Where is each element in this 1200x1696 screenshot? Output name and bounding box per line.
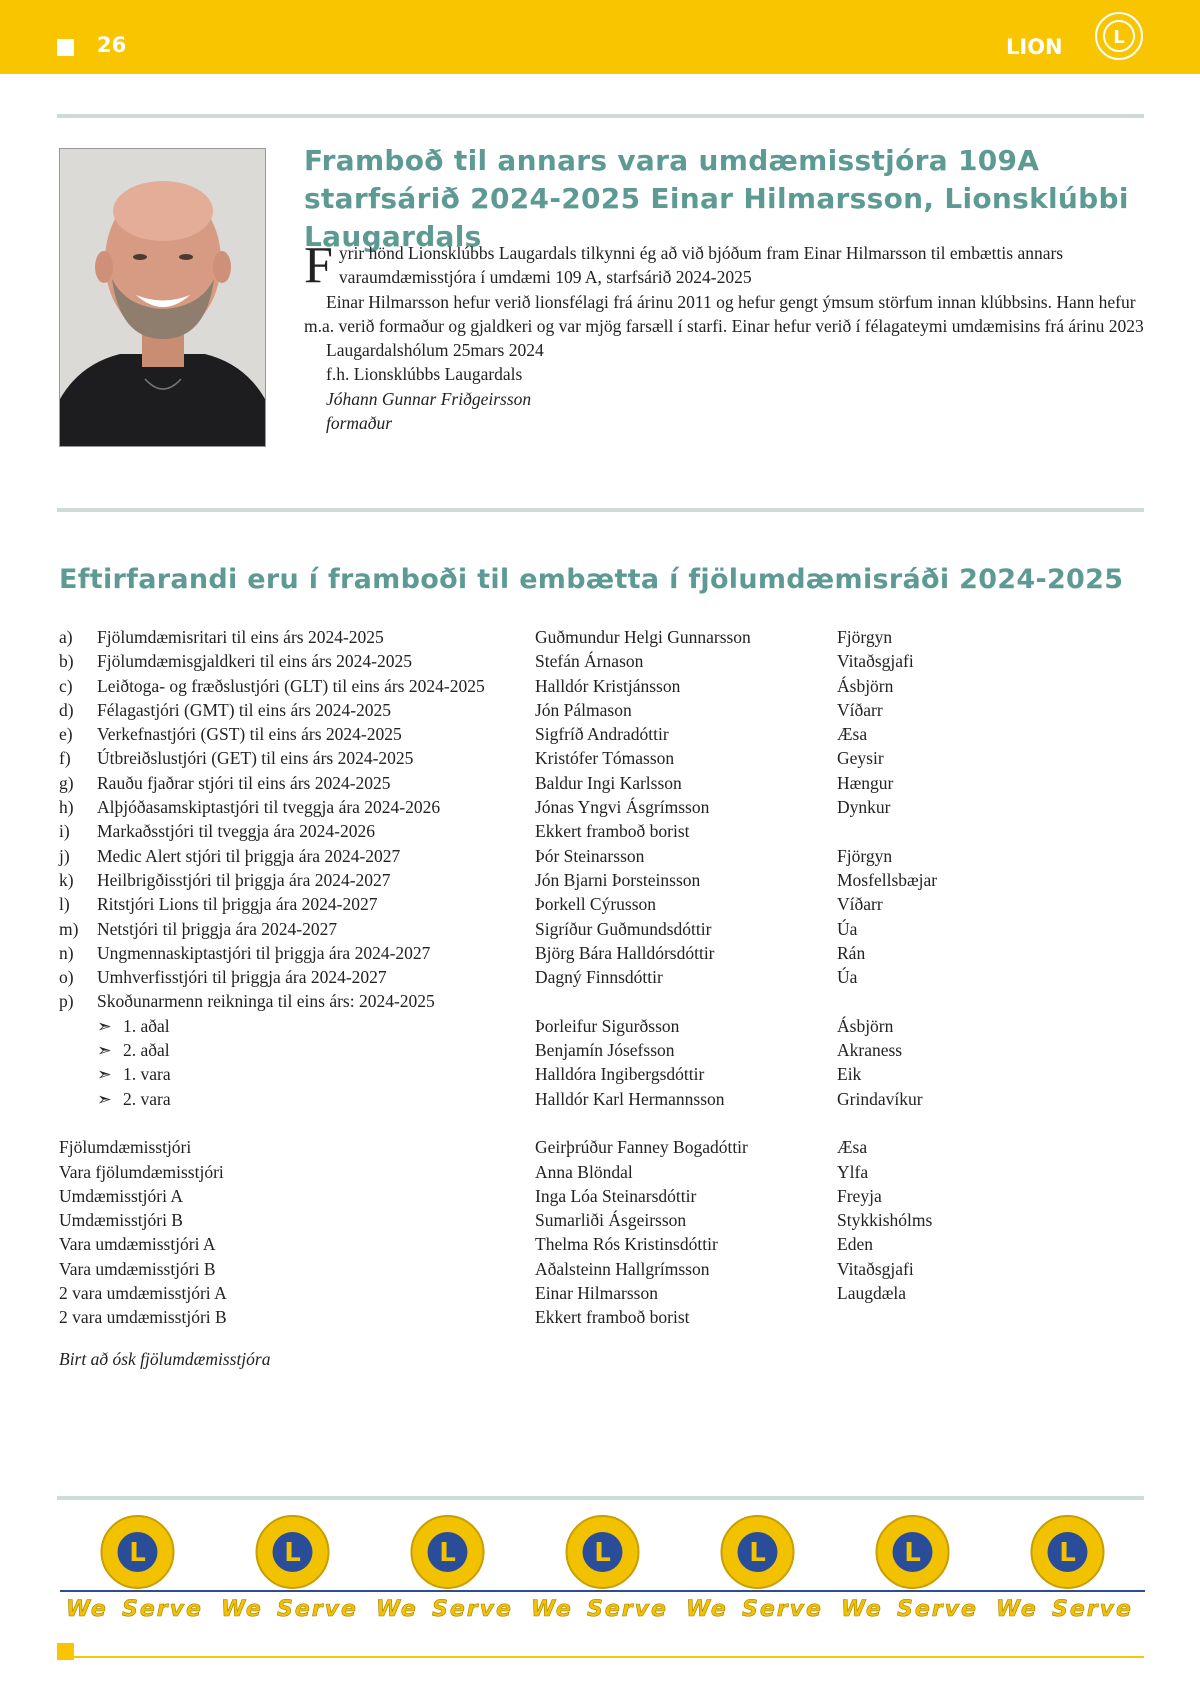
- footnote: Birt að ósk fjölumdæmisstjóra: [59, 1349, 271, 1369]
- svg-text:L: L: [904, 1538, 921, 1568]
- table-row: [59, 1135, 1149, 1159]
- table-row: [59, 1038, 1149, 1062]
- row-name: Jón Pálmason: [535, 699, 632, 720]
- row-name: Sumarliði Ásgeirsson: [535, 1210, 687, 1231]
- row-name: Thelma Rós Kristinsdóttir: [535, 1234, 718, 1255]
- table-row: [59, 1208, 1149, 1232]
- row-club: Vitaðsgjafi: [837, 1258, 914, 1279]
- auditor-bullet-icon: ➣: [97, 1088, 112, 1109]
- table-row: [59, 1184, 1149, 1208]
- table-row: [59, 1257, 1149, 1281]
- slogan-word: Serve: [587, 1597, 668, 1622]
- slogan-word: Serve: [277, 1597, 358, 1622]
- lions-emblem-icon: [567, 1516, 639, 1588]
- row-club: Ásbjörn: [837, 675, 894, 696]
- table-row: [59, 795, 1149, 819]
- row-name: Þór Steinarsson: [535, 845, 645, 866]
- row-name: Björg Bára Halldórsdóttir: [535, 942, 715, 963]
- row-club: Grindavíkur: [837, 1088, 923, 1109]
- row-position: Skoðunarmenn reikninga til eins árs: 2024-2025: [97, 991, 435, 1012]
- lions-emblem-icon: [102, 1516, 174, 1588]
- page-number: 26: [97, 33, 127, 57]
- svg-text:L: L: [1113, 27, 1125, 48]
- row-club: Stykkishólms: [837, 1210, 933, 1231]
- svg-text:L: L: [284, 1538, 301, 1568]
- row-letter: b): [59, 651, 74, 672]
- row-name: Stefán Árnason: [535, 651, 644, 672]
- svg-text:L: L: [1059, 1538, 1076, 1568]
- slogan-word: We: [376, 1597, 418, 1622]
- row-name: Þorkell Cýrusson: [535, 894, 657, 915]
- row-position: Heilbrigðisstjóri til þriggja ára 2024-2027: [97, 869, 391, 890]
- signer-role: formaður: [326, 413, 393, 434]
- table-row: [59, 1232, 1149, 1256]
- on-behalf: f.h. Lionsklúbbs Laugardals: [326, 364, 523, 385]
- drop-cap: F: [304, 237, 333, 294]
- auditor-bullet-icon: ➣: [97, 1040, 112, 1061]
- table-row: [59, 868, 1149, 892]
- svg-text:L: L: [129, 1538, 146, 1568]
- row-club: Víðarr: [837, 894, 883, 915]
- row-club: Freyja: [837, 1185, 882, 1206]
- lions-emblem-icon: [412, 1516, 484, 1588]
- row-letter: f): [59, 748, 71, 769]
- slogan-word: Serve: [122, 1597, 203, 1622]
- row-name: Sigfríð Andradóttir: [535, 724, 669, 745]
- row-name: Ekkert framboð borist: [535, 1307, 690, 1328]
- table-row: [59, 819, 1149, 843]
- row-club: Dynkur: [837, 797, 891, 818]
- row-letter: c): [59, 675, 73, 696]
- row-name: Dagný Finnsdóttir: [535, 967, 663, 988]
- row-club: Æsa: [837, 1137, 868, 1158]
- table-row: [59, 1305, 1149, 1329]
- lions-logo-icon: [1094, 11, 1144, 61]
- table-row: [59, 1281, 1149, 1305]
- table-row: [59, 844, 1149, 868]
- lions-emblem-icon: [877, 1516, 949, 1588]
- row-letter: l): [59, 894, 70, 915]
- we-serve-banner: [60, 1510, 1145, 1625]
- row-club: Rán: [837, 942, 866, 963]
- magazine-name: LION: [1006, 35, 1063, 59]
- row-letter: d): [59, 699, 74, 720]
- row-club: Vitaðsgjafi: [837, 651, 914, 672]
- table-row: [59, 1087, 1149, 1111]
- svg-text:L: L: [749, 1538, 766, 1568]
- row-club: Hængur: [837, 772, 894, 793]
- table-row: [59, 1014, 1149, 1038]
- row-name: Benjamín Jósefsson: [535, 1040, 675, 1061]
- row-name: Anna Blöndal: [535, 1161, 633, 1182]
- row-club: Úa: [837, 918, 858, 939]
- slogan-word: Serve: [897, 1597, 978, 1622]
- row-name: Sigríður Guðmundsdóttir: [535, 918, 712, 939]
- row-name: Ekkert framboð borist: [535, 821, 690, 842]
- row-letter: n): [59, 942, 74, 963]
- svg-text:L: L: [594, 1538, 611, 1568]
- section-title: Eftirfarandi eru í framboði til embætta í fjölumdæmisráði 2024-2025: [59, 564, 1124, 595]
- row-name: Þorleifur Sigurðsson: [535, 1015, 680, 1036]
- row-letter: a): [59, 627, 73, 647]
- row-position: Leiðtoga- og fræðslustjóri (GLT) til eins árs 2024-2025: [97, 675, 485, 696]
- row-name: Einar Hilmarsson: [535, 1283, 658, 1304]
- row-name: Guðmundur Helgi Gunnarsson: [535, 627, 751, 647]
- auditor-label: 2. vara: [123, 1088, 171, 1109]
- table-row: [59, 746, 1149, 770]
- row-club: Laugdæla: [837, 1283, 907, 1304]
- row-club: Víðarr: [837, 699, 883, 720]
- footer-square-icon: [57, 1643, 74, 1660]
- row-club: Eik: [837, 1064, 862, 1085]
- table-row: [59, 625, 1149, 649]
- slogan-word: Serve: [1052, 1597, 1133, 1622]
- slogan-word: We: [841, 1597, 883, 1622]
- divider-bottom: [57, 1496, 1144, 1500]
- row-position: Alþjóðasamskiptastjóri til tveggja ára 2024-2026: [97, 797, 441, 818]
- table-row: [59, 1062, 1149, 1086]
- bio-paragraph: Einar Hilmarsson hefur verið lionsfélagi frá árinu 2011 og hefur gengt ýmsum störfum innan klúbbsins. Hann hefur m.a. verið formaður og gjaldkeri og var mjög farsæll í starfi. Einar hefur verið í félagateymi umdæmisins frá árinu 2023: [304, 291, 1144, 336]
- row-position: Umdæmisstjóri A: [59, 1185, 183, 1206]
- table-row: [59, 941, 1149, 965]
- header-square-icon: [57, 39, 74, 56]
- row-letter: g): [59, 772, 74, 793]
- row-name: Jón Bjarni Þorsteinsson: [535, 869, 701, 890]
- row-position: Vara fjölumdæmisstjóri: [59, 1161, 224, 1182]
- row-club: Geysir: [837, 748, 884, 769]
- row-position: Verkefnastjóri (GST) til eins árs 2024-2025: [97, 724, 402, 745]
- slogan-word: Serve: [742, 1597, 823, 1622]
- intro-paragraph: Fyrir hönd Lionsklúbbs Laugardals tilkynni ég að við bjóðum fram Einar Hilmarsson til embættis annars varaumdæmisstjóra í umdæmi 109 A, starfsárið 2024-2025: [304, 237, 1064, 294]
- row-name: Inga Lóa Steinarsdóttir: [535, 1185, 697, 1206]
- row-position: Medic Alert stjóri til þriggja ára 2024-2027: [97, 845, 401, 866]
- row-name: Aðalsteinn Hallgrímsson: [535, 1258, 710, 1279]
- row-letter: j): [59, 845, 70, 866]
- row-name: Kristófer Tómasson: [535, 748, 675, 769]
- table-row: [59, 771, 1149, 795]
- row-position: Vara umdæmisstjóri A: [59, 1234, 216, 1255]
- article-title: Framboð til annars vara umdæmisstjóra 109A starfsárið 2024-2025 Einar Hilmarsson, Lionsklúbbi Laugardals: [304, 144, 1129, 253]
- svg-text:L: L: [439, 1538, 456, 1568]
- table-row: [59, 917, 1149, 941]
- table-row: [59, 892, 1149, 916]
- slogan-word: We: [531, 1597, 573, 1622]
- row-club: Fjörgyn: [837, 845, 893, 866]
- row-position: Fjölumdæmisstjóri: [59, 1137, 192, 1158]
- auditor-label: 2. aðal: [123, 1040, 170, 1061]
- table-row: [59, 698, 1149, 722]
- candidates-table: [59, 625, 1149, 1330]
- slogan-word: We: [221, 1597, 263, 1622]
- row-position: Rauðu fjaðrar stjóri til eins árs 2024-2025: [97, 772, 391, 793]
- row-position: Umhverfisstjóri til þriggja ára 2024-2027: [97, 967, 387, 988]
- footer-line: [74, 1656, 1144, 1658]
- row-position: Umdæmisstjóri B: [59, 1210, 183, 1231]
- row-name: Baldur Ingi Karlsson: [535, 772, 682, 793]
- slogan-word: We: [686, 1597, 728, 1622]
- header-bar: [0, 0, 1200, 74]
- auditor-label: 1. vara: [123, 1064, 171, 1085]
- row-letter: i): [59, 821, 70, 842]
- row-name: Halldór Karl Hermannsson: [535, 1088, 725, 1109]
- row-position: Markaðsstjóri til tveggja ára 2024-2026: [97, 821, 375, 842]
- row-club: Eden: [837, 1234, 873, 1255]
- row-letter: p): [59, 991, 74, 1012]
- auditor-label: 1. aðal: [123, 1015, 170, 1036]
- auditor-bullet-icon: ➣: [97, 1015, 112, 1036]
- slogan-word: We: [66, 1597, 108, 1622]
- row-letter: m): [59, 918, 79, 939]
- row-club: Ylfa: [837, 1161, 869, 1182]
- row-club: Fjörgyn: [837, 627, 893, 647]
- article-body: [304, 237, 1149, 435]
- table-row: [59, 1160, 1149, 1184]
- row-club: Æsa: [837, 724, 868, 745]
- table-row: [59, 989, 1149, 1013]
- row-position: 2 vara umdæmisstjóri A: [59, 1283, 227, 1304]
- row-name: Geirþrúður Fanney Bogadóttir: [535, 1137, 748, 1158]
- lions-emblem-icon: [722, 1516, 794, 1588]
- row-club: Úa: [837, 967, 858, 988]
- divider-top: [57, 114, 1144, 118]
- row-letter: e): [59, 724, 73, 745]
- row-club: Ásbjörn: [837, 1015, 894, 1036]
- place-date: Laugardalshólum 25mars 2024: [326, 340, 544, 361]
- row-position: Fjölumdæmisgjaldkeri til eins árs 2024-2025: [97, 651, 412, 672]
- row-name: Halldór Kristjánsson: [535, 675, 681, 696]
- row-letter: h): [59, 797, 74, 818]
- lions-emblem-icon: [257, 1516, 329, 1588]
- divider-middle: [57, 508, 1144, 512]
- row-club: Akraness: [837, 1040, 903, 1061]
- table-row: [59, 722, 1149, 746]
- slogan-word: Serve: [432, 1597, 513, 1622]
- table-row: [59, 674, 1149, 698]
- row-name: Halldóra Ingibergsdóttir: [535, 1064, 705, 1085]
- row-position: Netstjóri til þriggja ára 2024-2027: [97, 918, 338, 939]
- auditor-bullet-icon: ➣: [97, 1064, 112, 1085]
- row-position: Félagastjóri (GMT) til eins árs 2024-2025: [97, 699, 392, 720]
- row-position: Útbreiðslustjóri (GET) til eins árs 2024-2025: [97, 748, 414, 769]
- portrait-photo: [59, 148, 266, 447]
- row-letter: k): [59, 869, 74, 890]
- slogan-word: We: [996, 1597, 1038, 1622]
- row-position: Vara umdæmisstjóri B: [59, 1258, 216, 1279]
- row-position: 2 vara umdæmisstjóri B: [59, 1307, 227, 1328]
- row-position: Ritstjóri Lions til þriggja ára 2024-2027: [97, 894, 378, 915]
- signer-name: Jóhann Gunnar Friðgeirsson: [326, 388, 532, 409]
- row-letter: o): [59, 967, 74, 988]
- row-position: Ungmennaskiptastjóri til þriggja ára 2024-2027: [97, 942, 431, 963]
- row-name: Jónas Yngvi Ásgrímsson: [535, 797, 710, 818]
- row-position: Fjölumdæmisritari til eins árs 2024-2025: [97, 627, 384, 647]
- table-row: [59, 965, 1149, 989]
- row-club: Mosfellsbæjar: [837, 869, 938, 890]
- lions-emblem-icon: [1032, 1516, 1104, 1588]
- table-row: [59, 649, 1149, 673]
